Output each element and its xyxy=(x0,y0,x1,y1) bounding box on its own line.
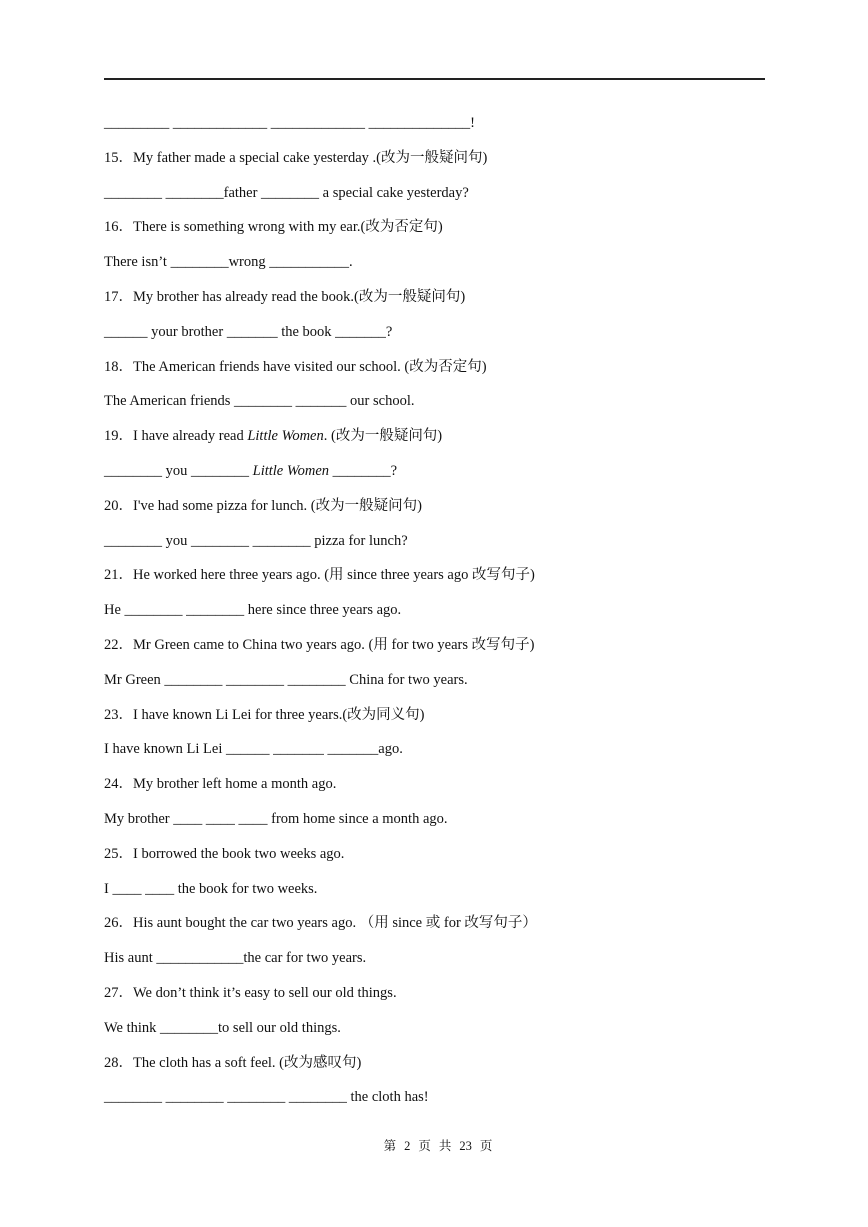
answer-line: ________ you ________ ________ pizza for lunch? xyxy=(104,532,408,549)
answer-line: _________ _____________ _____________ ______________! xyxy=(104,115,475,131)
question-line xyxy=(104,419,784,454)
answer-line: We think ________to sell our old things. xyxy=(104,1019,341,1036)
answer-line xyxy=(104,454,784,489)
question-line: 17．My brother has already read the book.(改为一般疑问句) xyxy=(104,288,466,305)
question-line: 20．I've had some pizza for lunch. (改为一般疑问句) xyxy=(104,497,422,514)
page-footer xyxy=(0,1136,868,1154)
question-line: 16．There is something wrong with my ear.(改为否定句) xyxy=(104,219,443,236)
answer-line: ________ ________ ________ ________ the cloth has! xyxy=(104,1089,429,1106)
page-label: 页 xyxy=(479,1139,493,1153)
page-label: 第 xyxy=(383,1139,397,1153)
question-line: 23．I have known Li Lei for three years.(改为同义句) xyxy=(104,706,425,723)
answer-line: I ____ ____ the book for two weeks. xyxy=(104,880,318,897)
question-line: 18．The American friends have visited our school. (改为否定句) xyxy=(104,358,487,375)
question-line: 22．Mr Green came to China two years ago. (用 for two years 改写句子) xyxy=(104,636,535,653)
exercise-list xyxy=(104,106,784,1115)
answer-line: The American friends ________ _______ our school. xyxy=(104,393,415,410)
answer-line: I have known Li Lei ______ _______ _______ago. xyxy=(104,741,403,758)
page-label: 共 xyxy=(438,1139,452,1153)
question-line: 21．He worked here three years ago. (用 since three years ago 改写句子) xyxy=(104,567,535,584)
answer-line: My brother ____ ____ ____ from home since a month ago. xyxy=(104,810,448,827)
question-line: 15．My father made a special cake yesterday .(改为一般疑问句) xyxy=(104,149,488,166)
header-rule xyxy=(104,78,765,80)
answer-line: ______ your brother _______ the book _______? xyxy=(104,323,393,340)
question-line: 24．My brother left home a month ago. xyxy=(104,776,337,793)
page-current: 2 xyxy=(404,1139,411,1153)
question-line: 27．We don’t think it’s easy to sell our old things. xyxy=(104,984,397,1001)
page-label: 页 xyxy=(418,1139,431,1153)
answer-line: Mr Green ________ ________ ________ China for two years. xyxy=(104,671,468,688)
book-title: Little Women xyxy=(247,428,324,445)
answer-line: His aunt ____________the car for two years. xyxy=(104,950,367,967)
answer-line: ________ ________father ________ a special cake yesterday? xyxy=(104,184,469,201)
question-line: 26．His aunt bought the car two years ago. （用 since 或 for 改写句子） xyxy=(104,915,537,932)
text-segment: 19．I have already read xyxy=(104,428,248,445)
text-segment: ________? xyxy=(329,462,398,479)
book-title: Little Women xyxy=(252,462,330,479)
text-segment: ________ you ________ xyxy=(104,462,253,479)
answer-line: He ________ ________ here since three years ago. xyxy=(104,602,402,619)
answer-line: There isn’t ________wrong ___________. xyxy=(104,254,353,271)
question-line: 28．The cloth has a soft feel. (改为感叹句) xyxy=(104,1054,362,1071)
page-total: 23 xyxy=(459,1139,472,1153)
question-line: 25．I borrowed the book two weeks ago. xyxy=(104,845,345,862)
text-segment: . (改为一般疑问句) xyxy=(323,428,443,445)
